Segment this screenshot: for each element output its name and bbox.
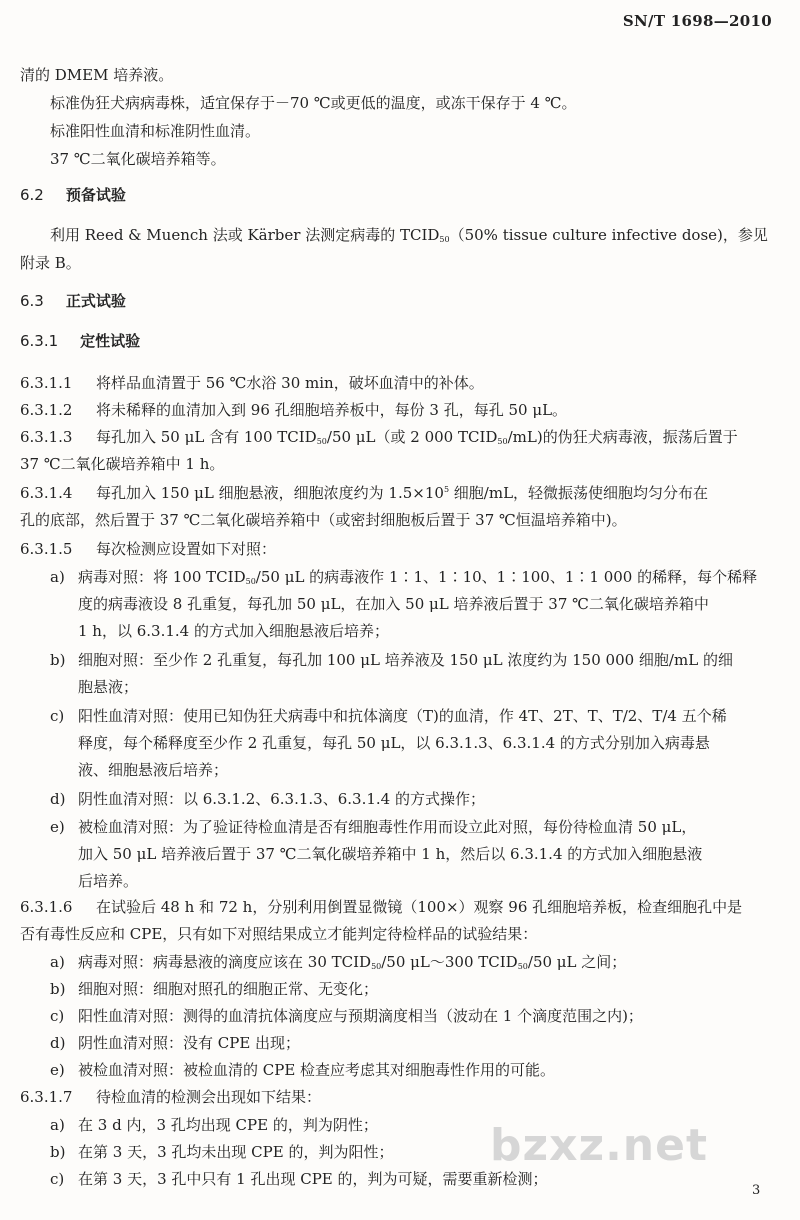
superscript: 5: [443, 485, 450, 494]
clause-text: 待检血清的检测会出现如下结果：: [96, 1088, 322, 1106]
text-span: 在 3 d 内，3 孔均出现 CPE 的，判为阴性；: [78, 1116, 378, 1134]
list-marker: a): [50, 953, 65, 971]
section-number: 6.2: [20, 186, 44, 204]
list-marker: b): [50, 1143, 66, 1161]
list-item-positive-result: [50, 1145, 393, 1160]
clause-number: 6.3.1.3: [20, 428, 73, 446]
list-item-test-serum-control: [50, 820, 696, 835]
text-span: 病毒对照：将 100 TCID: [78, 568, 246, 586]
clause-6-3-1-5: [20, 542, 276, 557]
list-item-line: 度的病毒液设 8 孔重复，每孔加 50 μL，在加入 50 μL 培养液后置于 37 ℃二氧化碳培养箱中: [78, 595, 709, 613]
subscript: 50: [371, 962, 382, 971]
list-item-cell-control-result: [50, 982, 378, 997]
list-marker: c): [50, 707, 65, 725]
subscript: 50: [497, 437, 508, 446]
clause-number: 6.3.1.6: [20, 898, 73, 916]
text-span: 每孔加入 150 μL 细胞悬液，细胞浓度约为 1.5×10: [96, 484, 444, 502]
text-span: 阳性血清对照：使用已知伪狂犬病毒中和抗体滴度（T)的血清，作 4T、2T、T、T/2、T/4 五个稀: [78, 707, 727, 725]
list-item-line: 后培养。: [78, 872, 139, 890]
clause-6-3-1-6: [20, 900, 742, 915]
section-number: 6.3.1: [20, 332, 59, 350]
list-item-cell-control: [50, 653, 733, 668]
list-marker: a): [50, 1116, 65, 1134]
text-span: （50% tissue culture infective dose)，参见: [449, 226, 768, 244]
text-span: 细胞对照：至少作 2 孔重复，每孔加 100 μL 培养液及 150 μL 浓度约为 150 000 细胞/mL 的细: [78, 651, 733, 669]
intro-line-1: 清的 DMEM 培养液。: [20, 66, 174, 84]
text-span: 在第 3 天，3 孔均未出现 CPE 的，判为阳性；: [78, 1143, 394, 1161]
clause-number: 6.3.1.2: [20, 401, 73, 419]
watermark: bzxz.net: [490, 1120, 709, 1171]
section-title: 定性试验: [80, 332, 141, 350]
text-span: /50 μL（或 2 000 TCID: [326, 428, 498, 446]
list-item-line: 液、细胞悬液后培养；: [78, 761, 229, 779]
intro-line-3: 标准阳性血清和标准阴性血清。: [50, 122, 261, 140]
clause-number: 6.3.1.5: [20, 540, 73, 558]
clause-text: 每次检测应设置如下对照：: [96, 540, 277, 558]
text-span: 在第 3 天，3 孔中只有 1 孔出现 CPE 的，判为可疑，需要重新检测；: [78, 1170, 548, 1188]
list-marker: b): [50, 651, 66, 669]
list-item-suspect-result: [50, 1172, 548, 1187]
text-span: 细胞对照：细胞对照孔的细胞正常、无变化；: [78, 980, 379, 998]
clause-6-3-1-7: [20, 1090, 321, 1105]
list-item-line: 释度，每个稀释度至少作 2 孔重复，每孔 50 μL，以 6.3.1.3、6.3.1.4 的方式分别加入病毒悬: [78, 734, 710, 752]
text-span: 细胞/mL，轻微振荡使细胞均匀分布在: [449, 484, 709, 502]
list-marker: e): [50, 1061, 65, 1079]
list-marker: d): [50, 1034, 66, 1052]
text-span: 阴性血清对照：以 6.3.1.2、6.3.1.3、6.3.1.4 的方式操作；: [78, 790, 485, 808]
list-item-test-serum-result: [50, 1063, 555, 1078]
clause-text: 将未稀释的血清加入到 96 孔细胞培养板中，每份 3 孔，每孔 50 μL。: [96, 401, 568, 419]
clause-number: 6.3.1.4: [20, 484, 73, 502]
list-marker: b): [50, 980, 66, 998]
list-item-negative-result: [50, 1118, 378, 1133]
list-item-virus-control: [50, 570, 757, 585]
section-number: 6.3: [20, 292, 44, 310]
text-span: /50 μL～300 TCID: [381, 953, 518, 971]
subscript: 50: [517, 962, 528, 971]
text-span: /50 μL 的病毒液作 1∶1、1∶10、1∶100、1∶1 000 的稀释，每个稀释: [255, 568, 758, 586]
list-item-positive-serum-result: [50, 1009, 643, 1024]
clause-6-3-1-2: [20, 403, 567, 418]
list-marker: c): [50, 1170, 65, 1188]
list-marker: e): [50, 818, 65, 836]
clause-6-3-1-1: [20, 376, 484, 391]
clause-number: 6.3.1.7: [20, 1088, 73, 1106]
standard-code-header: SN/T 1698—2010: [622, 12, 772, 30]
clause-6-3-1-6-line-2: 否有毒性反应和 CPE，只有如下对照结果成立才能判定待检样品的试验结果：: [20, 925, 538, 943]
text-span: /mL)的伪狂犬病毒液，振荡后置于: [507, 428, 738, 446]
clause-6-3-1-4-line-2: 孔的底部，然后置于 37 ℃二氧化碳培养箱中（或密封细胞板后置于 37 ℃恒温培养箱中)。: [20, 511, 627, 529]
page-number: 3: [752, 1183, 761, 1198]
subscript: 50: [316, 437, 327, 446]
text-span: 每孔加入 50 μL 含有 100 TCID: [96, 428, 317, 446]
text-span: 病毒对照：病毒悬液的滴度应该在 30 TCID: [78, 953, 372, 971]
section-6-2-text-line-1: [50, 228, 768, 243]
intro-line-4: 37 ℃二氧化碳培养箱等。: [50, 150, 226, 168]
clause-6-3-1-3: [20, 430, 738, 445]
clause-number: 6.3.1.1: [20, 374, 73, 392]
intro-line-2: 标准伪狂犬病病毒株，适宜保存于－70 ℃或更低的温度，或冻干保存于 4 ℃。: [50, 94, 577, 112]
text-span: 被检血清对照：为了验证待检血清是否有细胞毒性作用而设立此对照，每份待检血清 50 μL，: [78, 818, 697, 836]
list-item-negative-serum-result: [50, 1036, 300, 1051]
clause-text: 将样品血清置于 56 ℃水浴 30 min，破坏血清中的补体。: [96, 374, 484, 392]
list-item-line: 加入 50 μL 培养液后置于 37 ℃二氧化碳培养箱中 1 h，然后以 6.3.1.4 的方式加入细胞悬液: [78, 845, 703, 863]
list-item-line: 胞悬液；: [78, 678, 139, 696]
text-span: 阴性血清对照：没有 CPE 出现；: [78, 1034, 301, 1052]
clause-6-3-1-3-line-2: 37 ℃二氧化碳培养箱中 1 h。: [20, 455, 225, 473]
list-marker: a): [50, 568, 65, 586]
list-item-positive-serum-control: [50, 709, 727, 724]
list-item-virus-control-result: [50, 955, 626, 970]
section-title: 预备试验: [65, 186, 126, 204]
section-6-2-heading: [20, 188, 126, 203]
list-item-line: 1 h，以 6.3.1.4 的方式加入细胞悬液后培养；: [78, 622, 389, 640]
subscript: 50: [439, 235, 450, 244]
text-span: 被检血清对照：被检血清的 CPE 检查应考虑其对细胞毒性作用的可能。: [78, 1061, 556, 1079]
text-span: 利用 Reed & Muench 法或 Kärber 法测定病毒的 TCID: [50, 226, 440, 244]
section-title: 正式试验: [65, 292, 126, 310]
text-span: 阳性血清对照：测得的血清抗体滴度应与预期滴度相当（波动在 1 个滴度范围之内)；: [78, 1007, 643, 1025]
clause-6-3-1-4: [20, 486, 708, 501]
clause-text: 在试验后 48 h 和 72 h，分别利用倒置显微镜（100×）观察 96 孔细胞培养板，检查细胞孔中是: [96, 898, 743, 916]
section-6-3-heading: [20, 294, 126, 309]
text-span: /50 μL 之间；: [527, 953, 627, 971]
list-marker: c): [50, 1007, 65, 1025]
list-item-negative-serum-control: [50, 792, 485, 807]
subscript: 50: [245, 577, 256, 586]
section-6-2-text-line-2: 附录 B。: [20, 254, 81, 272]
section-6-3-1-heading: [20, 334, 140, 349]
list-marker: d): [50, 790, 66, 808]
